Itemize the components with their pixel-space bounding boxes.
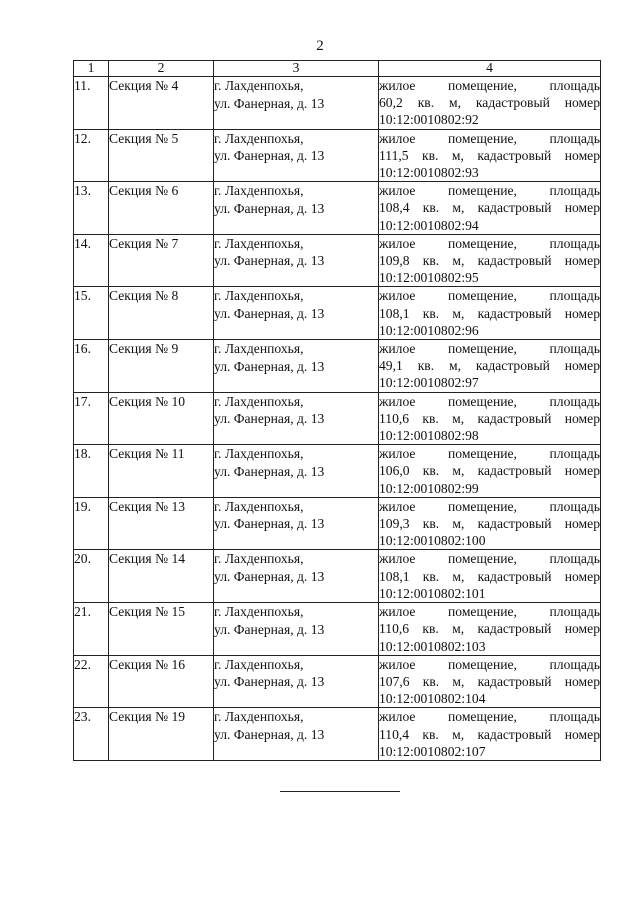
description-line-1: жилое помещение, площадь (379, 235, 600, 251)
header-cell-4: 4 (379, 61, 601, 77)
address-street: ул. Фанерная, д. 13 (214, 305, 325, 321)
description-line-1: жилое помещение, площадь (379, 341, 600, 357)
row-number: 17. (74, 392, 109, 445)
section-name: Секция № 14 (109, 550, 214, 603)
section-name: Секция № 11 (109, 445, 214, 498)
section-name: Секция № 5 (109, 129, 214, 182)
address-cell (214, 182, 379, 235)
cadastral-number: 10:12:0010802:95 (379, 270, 479, 286)
address-cell (214, 340, 379, 393)
cadastral-number: 10:12:0010802:92 (379, 112, 479, 128)
address-city: г. Лахденпохья, (214, 709, 304, 725)
description-line-1: жилое помещение, площадь (379, 604, 600, 620)
cadastral-number: 10:12:0010802:101 (379, 585, 486, 601)
cadastral-number: 10:12:0010802:107 (379, 743, 486, 759)
section-name: Секция № 7 (109, 234, 214, 287)
address-cell (214, 550, 379, 603)
header-cell-1: 1 (74, 61, 109, 77)
address-city: г. Лахденпохья, (214, 604, 304, 620)
table-row (74, 655, 601, 708)
address-street: ул. Фанерная, д. 13 (214, 358, 325, 374)
table-row (74, 234, 601, 287)
section-name: Секция № 9 (109, 340, 214, 393)
address-cell (214, 497, 379, 550)
table-row (74, 340, 601, 393)
address-city: г. Лахденпохья, (214, 78, 304, 93)
address-city: г. Лахденпохья, (214, 341, 304, 357)
address-street: ул. Фанерная, д. 13 (214, 726, 325, 742)
address-city: г. Лахденпохья, (214, 130, 304, 146)
description-line-1: жилое помещение, площадь (379, 498, 600, 514)
description-line-2: 110,4 кв. м, кадастровый номер (379, 726, 600, 742)
description-cell (379, 603, 601, 656)
address-street: ул. Фанерная, д. 13 (214, 148, 325, 164)
row-number: 11. (74, 77, 109, 130)
address-city: г. Лахденпохья, (214, 393, 304, 409)
address-city: г. Лахденпохья, (214, 183, 304, 199)
description-cell (379, 287, 601, 340)
row-number: 13. (74, 182, 109, 235)
description-line-1: жилое помещение, площадь (379, 288, 600, 304)
row-number: 15. (74, 287, 109, 340)
description-line-1: жилое помещение, площадь (379, 393, 600, 409)
description-cell (379, 340, 601, 393)
row-number: 23. (74, 708, 109, 761)
cadastral-number: 10:12:0010802:98 (379, 428, 479, 444)
page-number: 2 (316, 38, 324, 54)
cadastral-number: 10:12:0010802:96 (379, 322, 479, 338)
description-cell (379, 550, 601, 603)
description-cell (379, 445, 601, 498)
section-name: Секция № 15 (109, 603, 214, 656)
table-row (74, 129, 601, 182)
address-cell (214, 77, 379, 130)
address-cell (214, 655, 379, 708)
end-divider (280, 791, 400, 792)
row-number: 14. (74, 234, 109, 287)
description-line-2: 110,6 кв. м, кадастровый номер (379, 410, 600, 426)
description-line-2: 108,1 кв. м, кадастровый номер (379, 568, 600, 584)
description-line-2: 108,4 кв. м, кадастровый номер (379, 200, 600, 216)
description-line-2: 109,8 кв. м, кадастровый номер (379, 253, 600, 269)
address-city: г. Лахденпохья, (214, 235, 304, 251)
address-street: ул. Фанерная, д. 13 (214, 253, 325, 269)
description-cell (379, 77, 601, 130)
cadastral-number: 10:12:0010802:94 (379, 217, 479, 233)
address-street: ул. Фанерная, д. 13 (214, 516, 325, 532)
section-name: Секция № 13 (109, 497, 214, 550)
address-cell (214, 603, 379, 656)
description-line-1: жилое помещение, площадь (379, 709, 600, 725)
description-line-2: 49,1 кв. м, кадастровый номер (379, 358, 600, 374)
address-city: г. Лахденпохья, (214, 551, 304, 567)
table-header (74, 61, 601, 77)
address-street: ул. Фанерная, д. 13 (214, 200, 325, 216)
table-row (74, 445, 601, 498)
description-cell (379, 129, 601, 182)
header-cell-2: 2 (109, 61, 214, 77)
row-number: 19. (74, 497, 109, 550)
address-city: г. Лахденпохья, (214, 656, 304, 672)
table-row (74, 77, 601, 130)
description-line-1: жилое помещение, площадь (379, 130, 600, 146)
address-cell (214, 234, 379, 287)
row-number: 22. (74, 655, 109, 708)
section-name: Секция № 6 (109, 182, 214, 235)
address-cell (214, 708, 379, 761)
address-city: г. Лахденпохья, (214, 446, 304, 462)
description-cell (379, 182, 601, 235)
description-line-2: 108,1 кв. м, кадастровый номер (379, 305, 600, 321)
cadastral-number: 10:12:0010802:99 (379, 480, 479, 496)
section-name: Секция № 16 (109, 655, 214, 708)
description-line-1: жилое помещение, площадь (379, 551, 600, 567)
section-name: Секция № 10 (109, 392, 214, 445)
header-cell-3: 3 (214, 61, 379, 77)
cadastral-number: 10:12:0010802:104 (379, 691, 486, 707)
description-line-1: жилое помещение, площадь (379, 656, 600, 672)
cadastral-number: 10:12:0010802:103 (379, 638, 486, 654)
description-cell (379, 392, 601, 445)
address-street: ул. Фанерная, д. 13 (214, 621, 325, 637)
address-street: ул. Фанерная, д. 13 (214, 95, 325, 111)
address-street: ул. Фанерная, д. 13 (214, 411, 325, 427)
row-number: 21. (74, 603, 109, 656)
description-cell (379, 708, 601, 761)
row-number: 12. (74, 129, 109, 182)
registry-table (73, 60, 601, 761)
description-line-2: 111,5 кв. м, кадастровый номер (379, 147, 600, 163)
table-row (74, 392, 601, 445)
address-city: г. Лахденпохья, (214, 498, 304, 514)
section-name: Секция № 19 (109, 708, 214, 761)
table-row (74, 287, 601, 340)
row-number: 16. (74, 340, 109, 393)
table-body (74, 77, 601, 761)
address-cell (214, 287, 379, 340)
address-cell (214, 445, 379, 498)
description-cell (379, 497, 601, 550)
description-line-1: жилое помещение, площадь (379, 78, 600, 93)
address-street: ул. Фанерная, д. 13 (214, 568, 325, 584)
section-name: Секция № 4 (109, 77, 214, 130)
description-line-2: 106,0 кв. м, кадастровый номер (379, 463, 600, 479)
table-row (74, 497, 601, 550)
description-line-2: 110,6 кв. м, кадастровый номер (379, 621, 600, 637)
cadastral-number: 10:12:0010802:93 (379, 165, 479, 181)
address-cell (214, 392, 379, 445)
description-line-1: жилое помещение, площадь (379, 446, 600, 462)
description-line-1: жилое помещение, площадь (379, 183, 600, 199)
table-row (74, 603, 601, 656)
table-row (74, 182, 601, 235)
cadastral-number: 10:12:0010802:97 (379, 375, 479, 391)
address-street: ул. Фанерная, д. 13 (214, 674, 325, 690)
section-name: Секция № 8 (109, 287, 214, 340)
cadastral-number: 10:12:0010802:100 (379, 533, 486, 549)
row-number: 20. (74, 550, 109, 603)
header-row (74, 61, 601, 77)
description-line-2: 109,3 кв. м, кадастровый номер (379, 516, 600, 532)
table-row (74, 708, 601, 761)
description-cell (379, 655, 601, 708)
address-city: г. Лахденпохья, (214, 288, 304, 304)
description-line-2: 60,2 кв. м, кадастровый номер (379, 95, 600, 111)
table-row (74, 550, 601, 603)
description-cell (379, 234, 601, 287)
address-cell (214, 129, 379, 182)
row-number: 18. (74, 445, 109, 498)
description-line-2: 107,6 кв. м, кадастровый номер (379, 673, 600, 689)
address-street: ул. Фанерная, д. 13 (214, 463, 325, 479)
